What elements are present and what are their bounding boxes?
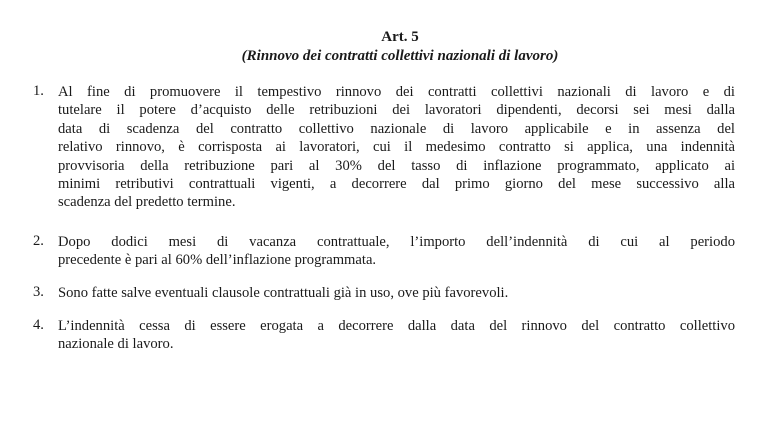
- paragraph-3: [33, 284, 735, 302]
- paragraph-number: 1.: [33, 83, 44, 99]
- paragraph-number: 2.: [33, 233, 44, 249]
- text-line: relativo rinnovo, è corrisposta ai lavoratori, cui il medesimo contratto si applica, una indennità: [58, 139, 735, 156]
- text-line: provvisoria della retribuzione pari al 30% del tasso di inflazione programmato, applicato ai: [58, 157, 735, 174]
- article-subtitle: (Rinnovo dei contratti collettivi nazionali di lavoro): [241, 48, 559, 64]
- paragraph-text: [58, 233, 735, 270]
- article-title: Art. 5: [381, 29, 419, 45]
- text-line: tutelare il potere d’acquisto delle retribuzioni dei lavoratori dipendenti, decorsi sei mesi dalla: [58, 102, 735, 119]
- text-line: minimi retributivi contrattuali vigenti, a decorrere dal primo giorno del mese successivo alla: [58, 175, 735, 192]
- text-line: data di scadenza del contratto collettivo nazionale di lavoro applicabile e in assenza del: [58, 120, 735, 137]
- text-line: L’indennità cessa di essere erogata a decorrere dalla data del rinnovo del contratto collettivo: [58, 318, 735, 334]
- paragraph-text: [58, 83, 735, 212]
- text-line: Dopo dodici mesi di vacanza contrattuale, l’importo dell’indennità di cui al periodo: [58, 234, 735, 250]
- paragraph-number: 4.: [33, 317, 44, 333]
- paragraph-1: [33, 83, 735, 212]
- paragraph-text: [58, 317, 735, 354]
- text-line: nazionale di lavoro.: [58, 336, 174, 353]
- text-line: Al fine di promuovere il tempestivo rinnovo dei contratti collettivi nazionali di lavoro e di: [58, 84, 735, 100]
- paragraph-number: 3.: [33, 284, 44, 300]
- text-line: precedente è pari al 60% dell’inflazione programmata.: [58, 252, 377, 269]
- paragraph-2: [33, 233, 735, 270]
- paragraph-4: [33, 317, 735, 354]
- paragraph-text: [58, 284, 735, 302]
- text-line: scadenza del predetto termine.: [58, 194, 236, 211]
- text-line: Sono fatte salve eventuali clausole contrattuali già in uso, ove più favorevoli.: [58, 285, 509, 301]
